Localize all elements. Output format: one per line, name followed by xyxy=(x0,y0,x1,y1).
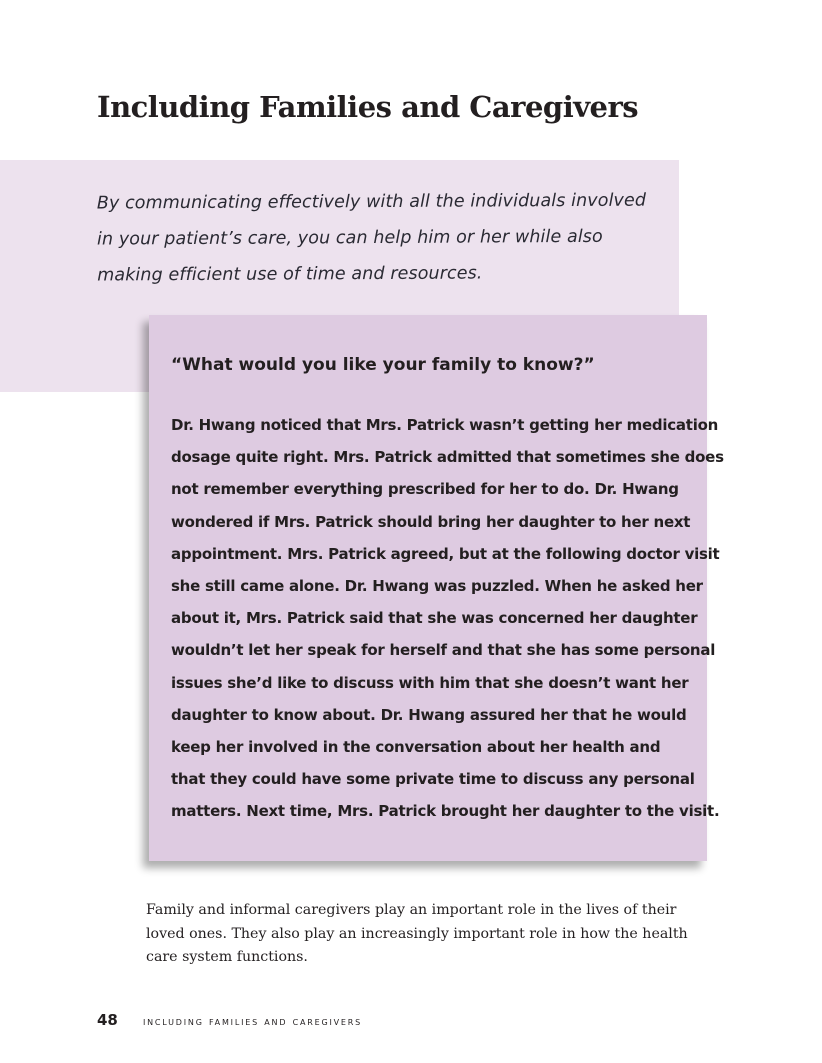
case-study-line: Dr. Hwang noticed that Mrs. Patrick wasn’t getting her medication xyxy=(171,416,719,434)
intro-callout xyxy=(97,183,668,294)
intro-line: making efficient use of time and resources. xyxy=(97,263,483,286)
case-study-line: wouldn’t let her speak for herself and that she has some personal xyxy=(171,641,716,660)
intro-line: in your patient’s care, you can help him or her while also xyxy=(96,226,603,250)
case-study-line: wondered if Mrs. Patrick should bring her daughter to her next xyxy=(171,512,691,531)
page-title: Including Families and Caregivers xyxy=(97,90,639,124)
page-number: 48 xyxy=(97,1011,118,1029)
case-study-line: about it, Mrs. Patrick said that she was concerned her daughter xyxy=(171,609,698,628)
case-study-line: matters. Next time, Mrs. Patrick brought her daughter to the visit. xyxy=(171,802,720,821)
running-head: including families and caregivers xyxy=(142,1015,362,1028)
case-study-heading: “What would you like your family to know?” xyxy=(171,355,595,375)
case-study-line: issues she’d like to discuss with him that she doesn’t want her xyxy=(171,673,689,692)
page-footer xyxy=(97,1010,362,1029)
case-study-line: keep her involved in the conversation about her health and xyxy=(171,738,661,757)
case-study-line: she still came alone. Dr. Hwang was puzzled. When he asked her xyxy=(171,577,703,596)
body-paragraph: Family and informal caregivers play an important role in the lives of their loved ones. They also play an increasingly important role in how the health care system functions. xyxy=(146,902,688,965)
case-study-text xyxy=(171,409,724,828)
case-study-line: daughter to know about. Dr. Hwang assured her that he would xyxy=(171,705,687,724)
case-study-line: appointment. Mrs. Patrick agreed, but at the following doctor visit xyxy=(171,544,720,563)
intro-line: By communicating effectively with all the individuals involved xyxy=(96,190,647,214)
case-study-line: not remember everything prescribed for her to do. Dr. Hwang xyxy=(171,480,679,499)
case-study-line: that they could have some private time to discuss any personal xyxy=(171,770,695,789)
case-study-line: dosage quite right. Mrs. Patrick admitted that sometimes she does xyxy=(171,448,724,467)
case-study-box xyxy=(149,315,724,861)
